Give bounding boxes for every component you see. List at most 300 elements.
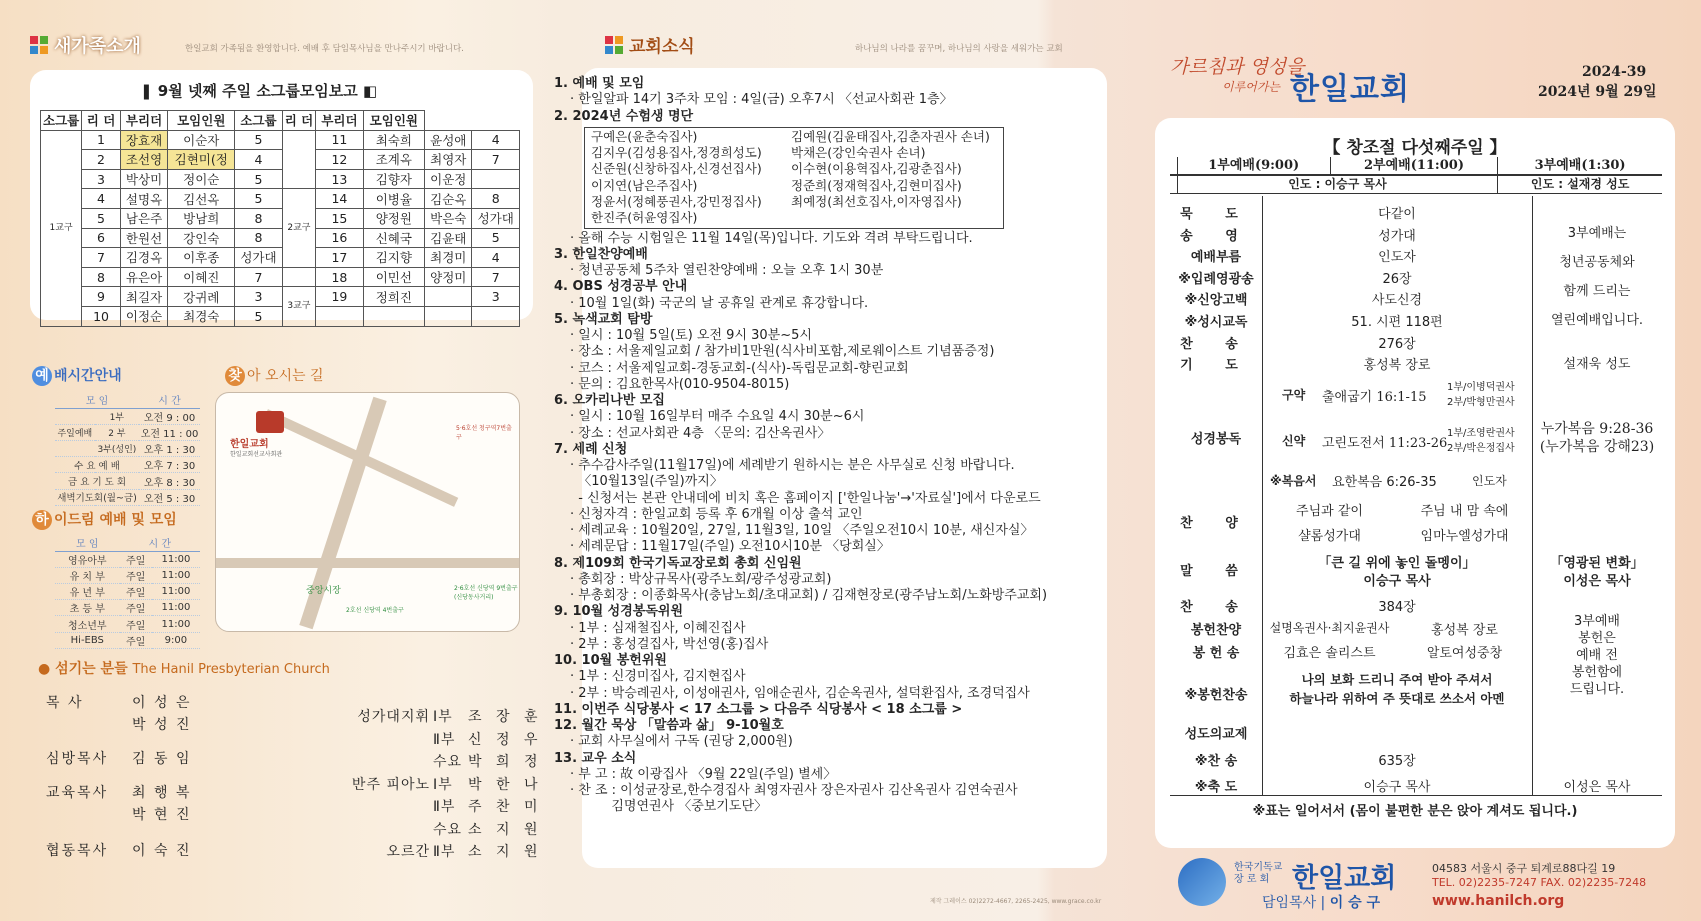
news-bullet: 김명연권사 〈중보기도단〉 [570,799,768,815]
worship-cell: 오전 5 : 30 [139,489,200,505]
sermon-label: 말 씀 [1180,564,1252,579]
map-label-station2: 2·6호선 신당역 9번출구 (신당동사거리) [454,585,518,601]
footer-web[interactable]: www.hanilch.org [1432,893,1565,909]
sg-cell: 김현미(정 [168,150,235,170]
order-value: 다같이 [1378,207,1416,222]
sg-cell: 윤성애 [425,130,472,150]
sg-cell: 김경옥 [120,248,167,268]
service-head-3: 3부예배(1:30) [1498,157,1662,175]
table-row [41,248,520,268]
news-heading: 5. 녹색교회 탐방 [554,311,653,327]
nextgen-heading-badge: 하 [32,510,52,530]
table-row [41,169,520,189]
location-map [215,392,520,632]
sg-cell: 이운정 [425,169,472,189]
sg-cell: 이순자 [168,130,235,150]
news-heading: 10. 10월 봉헌위원 [554,653,667,669]
anthem-label: 찬 양 [1180,516,1252,531]
section-square-icon-2 [605,36,623,54]
nextgen-cell: 9:00 [152,632,200,648]
anthem-3: 샬롬성가대 [1298,529,1361,544]
map-heading [225,366,324,386]
sg-header: 리 더 [282,111,316,131]
table-row [41,287,520,307]
sermon-title: 「큰 길 위에 놓인 돌멩이」 [1318,556,1476,571]
sg-cell: 방남희 [168,208,235,228]
offertory-1: 김효은 솔리스트 [1283,646,1376,661]
map-label-station6: 5·6호선 청구역7번출구 [456,425,512,441]
staff-row [46,782,191,802]
exam-name: 이수현(이용혁집사,김광춘집사) [791,161,962,177]
staff-name: 김 동 임 [132,751,192,767]
table-row [55,489,200,505]
sg-header: 모임인원 [168,111,235,131]
staff-row [46,804,191,824]
order-label: 찬 송 [1180,336,1252,352]
middle-footer-note: 제작 그레이스 02)2272-4667, 2265-2425, www.grace.co.kr [930,898,1102,905]
blank-head [1170,157,1177,175]
sg-header: 리 더 [82,111,121,131]
staff-role: 오르간 [386,844,430,860]
news-bullet: · 2부 : 박승례권사, 이성애권사, 임애순권사, 김순옥권사, 설덕환집사, 조경덕집사 [570,685,1030,701]
news-bullet: · 일시 : 10월 5일(토) 오전 9시 30분~5시 [570,328,812,344]
sg-cell: 조선영 [120,150,167,170]
sg-header: 소그룹 [41,111,82,131]
service-head-2: 2부예배(11:00) [1330,157,1497,175]
exam-list-box [584,127,1004,229]
nextgen-heading [32,510,177,530]
nextgen-cell: Hi-EBS [55,632,120,648]
footer-denom-a: 한국기독교 [1234,862,1283,873]
sg-cell: 강인숙 [168,228,235,248]
sermon-by: 이승구 목사 [1363,574,1431,589]
bless-value: 이승구 목사 [1363,780,1431,795]
reading-label: 성경봉독 [1190,432,1242,447]
bless-label: ※축 도 [1194,780,1238,795]
sg-cell: 김지향 [363,248,424,268]
sg-cell: 남은주 [120,208,167,228]
sg-cell: 5 [235,169,282,189]
nextgen-cell: 11:00 [152,567,200,583]
news-bullet: · 장소 : 선교사회관 4층 〈문의: 김산옥권사〉 [570,425,831,441]
offertory-label: 봉 헌 송 [1192,646,1240,661]
staff-role: 성가대지휘 [357,709,430,725]
staff-row [46,692,191,712]
offer-song-label: ※봉헌찬송 [1184,688,1248,703]
sg-cell: 6 [82,228,121,248]
order-label: 기 도 [1180,358,1252,374]
third-offer: 봉헌함에 [1571,665,1623,680]
offer-2: 홍성복 장로 [1431,623,1498,638]
worship-cell: 1부 [95,408,139,424]
news-bullet: · 올해 수능 시험일은 11월 14일(목)입니다. 기도와 격려 부탁드립니다. [570,230,973,246]
table-row [55,616,200,632]
sg-cell: 최영자 [425,150,472,170]
staff-name: 소 지 원 [468,821,543,838]
sg-cell [363,306,424,326]
sg-cell: 4 [82,189,121,209]
sg-cell: 7 [82,248,121,268]
news-heading: 13. 교우 소식 [554,750,637,766]
staff-part: Ⅱ부 [433,799,456,815]
worship-time-heading [32,366,122,386]
table-row [55,600,200,616]
sg-cell: 17 [316,248,363,268]
news-bullet: · 문의 : 김요한목사(010-9504-8015) [570,376,790,392]
right-divider-bottom [1170,795,1662,796]
sg-cell: 설명옥 [120,189,167,209]
worship-heading-badge: 예 [32,366,52,386]
order-value: 홍성복 장로 [1363,358,1431,374]
footer-denom-b: 장 로 회 [1234,874,1270,885]
staff-role: 반주 피아노 [351,776,430,793]
order-value: 51. 시편 118편 [1351,315,1443,330]
offertory-2: 알토여성중창 [1426,646,1503,661]
sg-cell: 박상미 [120,169,167,189]
worship-head-meeting: 모 임 [55,392,139,408]
nt-label: 신약 [1282,434,1306,448]
nextgen-cell: 주일 [120,632,152,648]
ot-reader-2: 2부/박형만권사 [1447,397,1515,408]
staff-row [330,841,542,861]
sg-cell: 이정순 [120,306,167,326]
sg-cell: 7 [472,267,520,287]
sg-cell: 8 [82,267,121,287]
sg-title: ❚ 9월 넷째 주일 소그룹모임보고 ◧ [140,82,378,100]
sg-cell: 4 [472,248,520,268]
nextgen-cell: 주일 [120,567,152,583]
sg-cell: 이후종 [168,248,235,268]
worship-time-table [55,392,200,506]
footer-pastor-name: 이 승 구 [1329,895,1381,911]
sg-cell: 3 [82,169,121,189]
nextgen-cell: 유 치 부 [55,567,120,583]
map-heading-badge: 찾 [225,366,245,386]
news-bullet: · 찬 조 : 이성균장로,한수경집사 최영자권사 장은자권사 김산옥권사 김연숙권사 [570,783,1018,799]
table-row [55,473,200,489]
sg-cell: 5 [235,130,282,150]
middle-section-title: 교회소식 [605,32,695,57]
third-offer: 봉헌은 [1578,631,1616,646]
news-list [554,76,1048,816]
standing-note: ※표는 일어서서 (몸이 불편한 분은 앉아 계셔도 됩니다.) [1252,804,1578,819]
sg-cell: 장효재 [120,130,167,150]
staff-role: 심방목사 [46,751,109,767]
third-offer: 드립니다. [1569,682,1625,697]
hymn-label: 찬 송 [1180,600,1252,615]
worship-cell: 2 부 [95,424,139,440]
sg-group-2: 2교구 [282,189,316,267]
nextgen-cell: 주일 [120,584,152,600]
worship-cell: 새벽기도회(월~금) [55,489,139,505]
table-row [41,130,520,150]
column-divider [1262,196,1263,795]
sg-cell: 8 [235,228,282,248]
order-value: 성가대 [1378,228,1416,244]
sg-title-text: 9월 넷째 주일 소그룹모임보고 [157,82,358,100]
gospel-label: ※복음서 [1270,474,1317,488]
footer-denom [1234,862,1282,886]
staff-name: 박 현 진 [132,807,192,823]
third-reading-2: (누가복음 강해23) [1539,439,1655,455]
nextgen-cell: 유 년 부 [55,584,120,600]
staff-name: 박 성 진 [132,717,192,733]
news-heading: 4. OBS 성경공부 안내 [554,279,688,295]
map-label-mission: 한일교회선교사회관 [230,451,283,458]
map-label-church: 한일교회 [230,439,269,450]
footer-church-name: 한일교회 [1292,863,1397,894]
nextgen-heading-text: 이드림 예배 및 모임 [54,512,177,528]
map-label-sindang: 2호선 신당역 4번출구 [346,607,404,614]
order-label: 묵 도 [1180,207,1252,222]
serve-subtitle: The Hanil Presbyterian Church [132,662,330,677]
offer-song-1: 나의 보화 드리니 주여 받아 주셔서 [1301,672,1493,687]
third-prayer: 설재욱 성도 [1563,357,1631,372]
order-value: 인도자 [1378,250,1416,266]
hymn2-label: ※찬 송 [1194,754,1238,769]
sg-cell: 최숙희 [363,130,424,150]
staff-name: 최 행 복 [132,785,192,801]
slogan-line-2: 이루어가는 [1222,80,1280,94]
third-note: 청년공동체와 [1559,255,1635,270]
staff-name: 소 지 원 [468,844,543,860]
worship-cell: 금 요 기 도 회 [55,473,139,489]
sg-cell: 김선옥 [168,189,235,209]
news-bullet: · 장소 : 서울제일교회 / 참가비1만원(식사비포함,제로웨이스트 기념품증정) [570,344,995,360]
staff-role: 목 사 [46,695,84,711]
sg-cell: 16 [316,228,363,248]
news-bullet: · 1부 : 신경미집사, 김지현집사 [570,669,746,685]
order-value: 276장 [1378,336,1416,352]
sg-header: 부리더 [316,111,363,131]
gospel-text: 요한복음 6:26-35 [1332,475,1437,490]
table-row [55,408,200,424]
staff-row [46,748,191,768]
sg-cell: 4 [472,130,520,150]
anthem-1: 주님과 같이 [1296,504,1363,519]
staff-name: 박 한 나 [468,776,543,793]
sg-cell: 3 [472,287,520,307]
worship-cell: 주일예배 [55,424,95,440]
nextgen-cell: 11:00 [152,616,200,632]
sg-cell [425,306,472,326]
nt-reader-1: 1부/조영란권사 [1447,428,1515,439]
exam-name: 박채은(강인숙권사 손녀) [791,145,926,161]
sg-cell: 7 [235,267,282,287]
news-heading: 7. 세례 신청 [554,441,628,457]
church-name-header: 한일교회 [1290,72,1410,107]
map-road-cross [216,558,520,568]
news-bullet: · 교회 사무실에서 구독 (권당 2,000원) [570,734,793,750]
sg-cell: 이민선 [363,267,424,287]
sg-cell: 14 [316,189,363,209]
exam-name: 김예원(김윤태집사,김춘자권사 손녀) [791,128,990,144]
middle-section-note: 하나님의 나라를 꿈꾸며, 하나님의 사랑을 세워가는 교회 [855,44,1063,54]
news-bullet: · 신청자격 : 한일교회 등록 후 6개월 이상 출석 교인 [570,506,863,522]
news-bullet: · 코스 : 서울제일교회-경동교회-(식사)-독립문교회-향린교회 [570,360,909,376]
nextgen-cell: 11:00 [152,600,200,616]
staff-part: Ⅰ부 [433,776,453,793]
sg-cell [316,306,363,326]
sg-cell: 한원선 [120,228,167,248]
news-heading: 2. 2024년 수험생 명단 [554,108,694,124]
slogan [1170,58,1305,96]
service-head-1: 1부예배(9:00) [1177,157,1330,175]
sunday-title: 【 창조절 다섯째주일 】 [1323,138,1507,158]
news-bullet: · 세례교육 : 10월20일, 27일, 11월3일, 10일 〈주일오전10시 10분, 새신자실〉 [570,523,1034,539]
worship-heading-text: 배시간안내 [54,368,122,384]
sg-cell: 이혜진 [168,267,235,287]
footer-logo-icon [1178,858,1226,906]
staff-row [330,774,542,794]
sg-cell: 박은숙 [425,208,472,228]
news-bullet: · 추수감사주일(11월17일)에 세례받기 원하시는 분은 사무실로 신청 바랍니다. [570,458,1015,474]
staff-role: 협동목사 [46,843,109,859]
left-section-title: 새가족소개 [30,32,141,58]
staff-name: 이 숙 진 [132,843,192,859]
worship-head-time: 시 간 [139,392,200,408]
staff-part: Ⅰ부 [433,709,453,725]
nextgen-cell: 영유아부 [55,551,120,567]
footer-address: 04583 서울시 중구 퇴계로88다길 19 [1432,862,1616,875]
third-offer: 예배 전 [1576,648,1618,663]
staff-row [330,729,542,749]
issue-date: 2024년 9월 29일 [1538,84,1657,100]
news-heading: 12. 월간 묵상 「말씀과 삶」 9-10월호 [554,718,784,734]
staff-row [330,706,542,726]
sg-cell: 1 [82,130,121,150]
table-row [55,551,200,567]
sg-cell: 8 [472,189,520,209]
sg-cell: 최경숙 [168,306,235,326]
smallgroup-table [40,110,520,327]
sg-cell: 신혜국 [363,228,424,248]
map-heading-text: 아 오시는 길 [247,368,324,384]
worship-cell: 오전 9 : 00 [139,408,200,424]
sg-cell [472,306,520,326]
staff-row [46,840,191,860]
news-bullet: · 부 고 : 故 이광집사 〈9월 22일(주일) 별세〉 [570,766,837,782]
third-note: 열린예배입니다. [1550,313,1644,328]
issue-number: 2024-39 [1582,64,1647,80]
table-row [55,457,200,473]
third-note: 함께 드리는 [1563,284,1631,299]
sg-cell [472,169,520,189]
staff-row [330,819,542,839]
prayer-label: 성도의교제 [1184,727,1248,742]
ot-label: 구약 [1282,388,1306,402]
worship-order-table [1170,157,1662,194]
sg-cell: 3 [235,287,282,307]
sg-cell [425,287,472,307]
table-row [41,150,520,170]
third-note: 3부예배는 [1567,226,1627,241]
bless3-value: 이성은 목사 [1563,780,1631,795]
sg-cell: 정이순 [168,169,235,189]
news-bullet: · 1부 : 심재철집사, 이혜진집사 [570,620,746,636]
news-heading: 6. 오카리나반 모집 [554,393,665,409]
sg-cell: 양정원 [363,208,424,228]
sg-group-3: 3교구 [282,287,316,326]
sg-cell: 15 [316,208,363,228]
order-label: 송 영 [1180,228,1252,244]
sg-cell: 8 [235,208,282,228]
column-divider [1532,196,1533,795]
sg-group-blank [282,130,316,189]
worship-cell [55,441,95,457]
sg-cell: 4 [235,150,282,170]
nextgen-cell: 주일 [120,616,152,632]
nextgen-head-time: 시 간 [120,535,200,551]
blank-leader [1170,175,1177,194]
nextgen-cell: 주일 [120,600,152,616]
news-bullet: · 총회장 : 박상규목사(광주노회/광주성광교회) [570,571,832,587]
worship-cell: 오후 7 : 30 [139,457,200,473]
sg-cell: 성가대 [235,248,282,268]
footer-tel: TEL. 02)2235-7247 FAX. 02)2235-7248 [1432,876,1647,889]
news-bullet: · 한일알파 14기 3주차 모임 : 4일(금) 오후7시 〈선교사회관 1층〉 [570,92,953,108]
nextgen-table [55,535,200,649]
worship-cell: 수 요 예 배 [55,457,139,473]
staff-row [330,796,542,816]
staff-name: 박 희 정 [468,754,543,770]
news-bullet: · 세례문답 : 11월17일(주일) 오전10시10분 〈당회실〉 [570,539,890,555]
exam-name: 한진주(허윤영집사) [591,210,698,226]
news-bullet: - 신청서는 본관 안내데에 비치 혹은 홈페이지 ['한일나눔'→'자료실']에서 다운로드 [570,490,1041,506]
section-square-icon [30,36,48,54]
sg-cell: 유은아 [120,267,167,287]
staff-part: Ⅱ부 [433,844,456,860]
table-row [55,424,200,440]
staff-role: 교육목사 [46,785,109,801]
offer-label: 봉헌찬양 [1190,623,1242,638]
news-bullet: 〈10월13일(주일)까지〉 [570,474,723,490]
worship-cell: 3부(성인) [95,441,139,457]
sg-cell: 이병율 [363,189,424,209]
sg-group-1: 1교구 [41,130,82,326]
sg-group-blank [282,267,316,287]
worship-cell: 오후 8 : 30 [139,473,200,489]
nt-reader-2: 2부/박은정집사 [1447,443,1515,454]
table-row [41,208,520,228]
sg-cell: 9 [82,287,121,307]
nt-text: 고린도전서 11:23-26 [1322,436,1448,451]
map-road-diag [264,409,459,507]
exam-name: 정준희(정재혁집사,김현미집사) [791,177,962,193]
news-heading: 3. 한일찬양예배 [554,246,648,262]
table-row [41,306,520,326]
staff-name: 조 장 훈 [468,709,543,725]
staff-row [46,714,191,734]
offer-song-2: 하늘나라 위하여 주 뜻대로 쓰소서 아멘 [1289,691,1505,706]
exam-name: 김지우(김성용집사,정경희성도) [591,145,762,161]
sg-cell: 김순옥 [425,189,472,209]
exam-name: 최예정(최선호집사,이자영집사) [791,193,962,209]
third-reading: 누가복음 9:28-36 [1540,421,1654,437]
table-row [55,441,200,457]
hymn2-value: 635장 [1378,754,1416,769]
staff-name: 신 정 우 [468,731,543,748]
leader-12: 인도 : 이승구 목사 [1177,175,1498,194]
sg-cell: 김향자 [363,169,424,189]
sg-header: 모임인원 [363,111,424,131]
nextgen-cell: 주일 [120,551,152,567]
worship-cell: 오전 11 : 00 [139,424,200,440]
serve-title: 섬기는 분들 [55,661,128,677]
sg-cell: 5 [235,189,282,209]
news-bullet: · 일시 : 10월 16일부터 매주 수요일 4시 30분~6시 [570,409,865,425]
order-label: ※신앙고백 [1184,293,1248,309]
